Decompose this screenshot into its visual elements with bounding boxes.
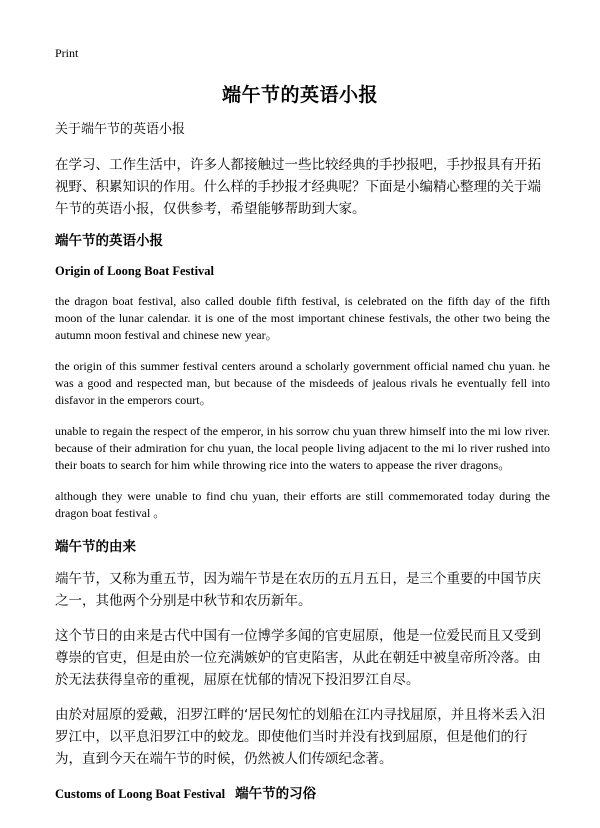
chinese-paragraph-2: 这个节日的由来是古代中国有一位博学多闻的官吏屈原，他是一位爱民而且又受到尊崇的官吏，但是由於一位充满嫉妒的官吏陷害，从此在朝廷中被皇帝所冷落。由於无法获得皇帝的重视，屈原在忧郁的情况下投汨罗江自尽。 bbox=[55, 628, 541, 688]
section-heading-customs-en: Customs of Loong Boat Festival bbox=[55, 787, 226, 801]
english-paragraph-2: the origin of this summer festival centers around a scholarly government official named chu yuan. he was a good and respected man, but because of the misdeeds of jealous rivals he eventually fell into disfavor in the emperors court。 bbox=[55, 359, 550, 407]
english-paragraph-3: unable to regain the respect of the emperor, in his sorrow chu yuan threw himself into the mi low river. because of their admiration for chu yuan, the local people living adjacent to the mi lo river rushed into their boats to search for him while throwing rice into the waters to appease the river dragons。 bbox=[55, 424, 550, 472]
article-body bbox=[55, 120, 550, 804]
section-heading-customs bbox=[55, 783, 550, 804]
chinese-paragraph-3: 由於对屈原的爱戴，汨罗江畔的‘居民匆忙的划船在江内寻找屈原，并且将米丢入汨罗江中，以平息汨罗江中的蛟龙。即使他们当时并没有找到屈原，但是他们的行为，直到今天在端午节的时候，仍然被人们传颂纪念著。 bbox=[55, 707, 546, 767]
section-heading-origin-zh: 端午节的由来 bbox=[55, 539, 136, 555]
section-heading-customs-zh: 端午节的习俗 bbox=[235, 786, 317, 802]
english-paragraph-1: the dragon boat festival, also called double fifth festival, is celebrated on the fifth day of the fifth moon of the lunar calendar. it is one of the most important chinese festivals, the other two being the autumn moon festival and chinese new year。 bbox=[55, 294, 550, 342]
intro-paragraph: 在学习、工作生活中，许多人都接触过一些比较经典的手抄报吧，手抄报具有开拓视野、积累知识的作用。什么样的手抄报才经典呢？下面是小编精心整理的关于端午节的英语小报，仅供参考，希望能够帮助到大家。 bbox=[55, 157, 541, 217]
article-subtitle: 关于端午节的英语小报 bbox=[55, 122, 186, 137]
page-title: 端午节的英语小报 bbox=[221, 84, 378, 106]
english-paragraph-4: although they were unable to find chu yuan, their efforts are still commemorated today during the dragon boat festival 。 bbox=[55, 489, 550, 520]
print-label: Print bbox=[55, 46, 79, 60]
section-heading-newspaper: 端午节的英语小报 bbox=[55, 233, 163, 249]
chinese-paragraph-1: 端午节，又称为重五节，因为端午节是在农历的五月五日，是三个重要的中国节庆之一，其他两个分别是中秋节和农历新年。 bbox=[55, 571, 541, 609]
section-subheading-origin: Origin of Loong Boat Festival bbox=[55, 264, 215, 278]
